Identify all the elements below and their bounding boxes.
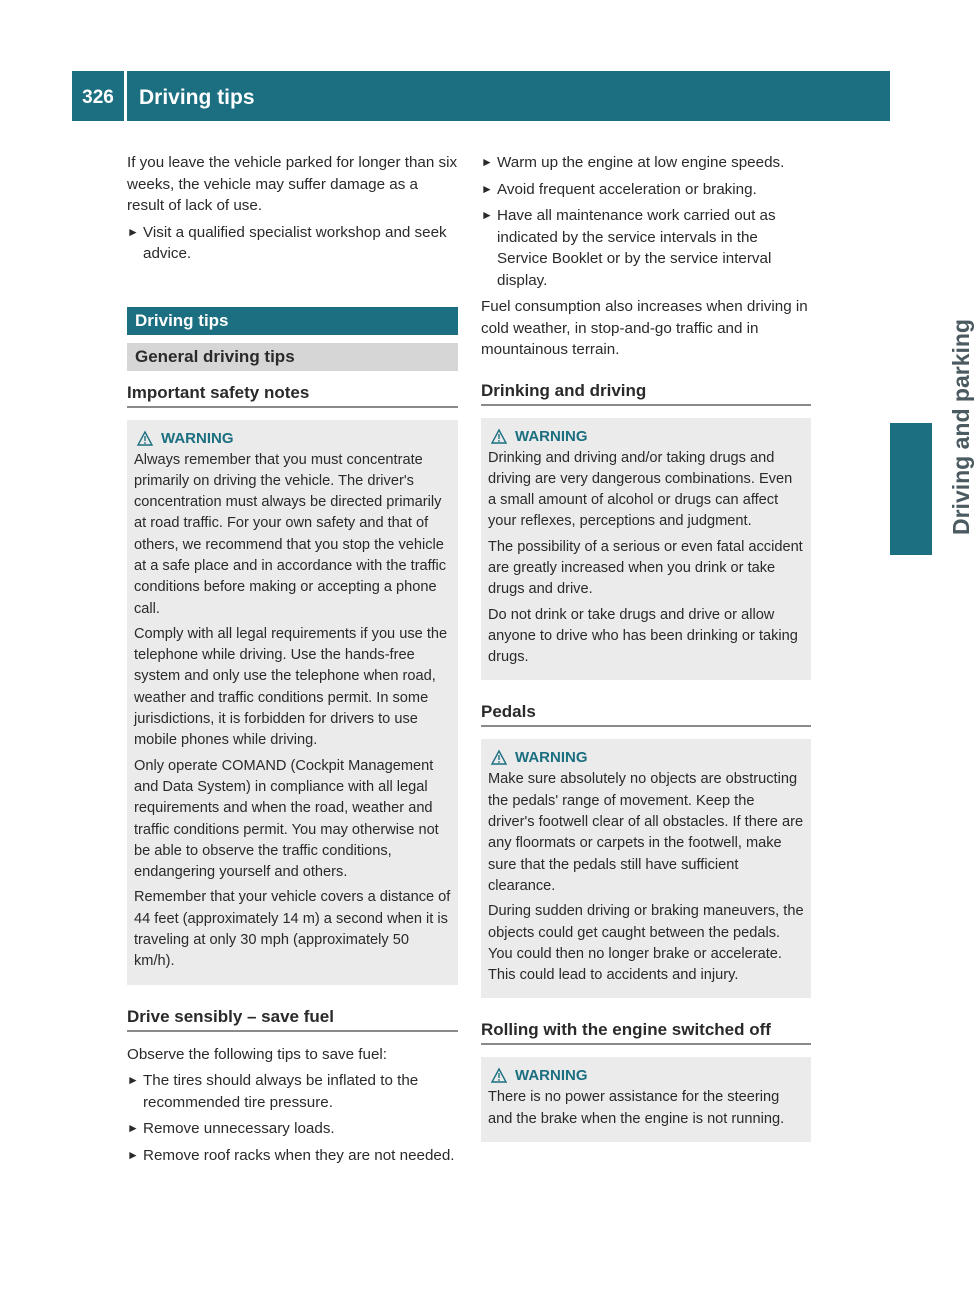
- warning-paragraph: Comply with all legal requirements if you use the telephone while driving. Use the hands-free system and only use the telephone when road, weather and traffic conditions permit. In some jurisdictions, it is forbidden for drivers to use mobile phones while driving.: [134, 625, 448, 749]
- left-column: [127, 152, 458, 1171]
- warning-paragraph: Make sure absolutely no objects are obstructing the pedals' range of movement. Keep the driver's footwell clear of all obstacles. If there are any floormats or carpets in the footwell, make sure that the pedals still have sufficient clearance.: [488, 771, 804, 894]
- right-column: [481, 152, 811, 1142]
- warning-triangle-icon: [491, 1068, 507, 1083]
- section-heading-drinking: Drinking and driving: [481, 381, 811, 406]
- step-item: [127, 1118, 458, 1140]
- step-text: Warm up the engine at low engine speeds.: [497, 154, 785, 171]
- warning-paragraph: Drinking and driving and/or taking drugs and driving are very dangerous combinations. Even a small amount of alcohol or drugs can affect your reflexes, perceptions and judgment.: [488, 449, 793, 530]
- step-arrow-icon: ►: [481, 208, 493, 222]
- step-text: Have all maintenance work carried out as indicated by the service intervals in the Service Booklet or by the service interval display.: [497, 207, 776, 289]
- step-item: [481, 205, 811, 291]
- step-arrow-icon: ►: [127, 1121, 139, 1136]
- warning-box: [127, 420, 458, 985]
- step-text: Remove roof racks when they are not needed.: [143, 1146, 455, 1164]
- intro-paragraph: If you leave the vehicle parked for longer than six weeks, the vehicle may suffer damage as a result of lack of use.: [127, 154, 458, 214]
- warning-paragraph: Only operate COMAND (Cockpit Management and Data System) in compliance with all legal requirements and when the road, weather and traffic conditions permit. You may otherwise not be able to observe the traffic conditions, endangering yourself and others.: [134, 757, 439, 881]
- step-text: Avoid frequent acceleration or braking.: [497, 180, 757, 198]
- section-heading-fuel: Drive sensibly – save fuel: [127, 1007, 458, 1032]
- subsection-banner: General driving tips: [127, 343, 458, 371]
- section-heading-rolling: Rolling with the engine switched off: [481, 1020, 811, 1045]
- step-item: [127, 1145, 458, 1167]
- warning-triangle-icon: [137, 431, 153, 446]
- warning-paragraph: There is no power assistance for the steering and the brake when the engine is not running.: [488, 1089, 785, 1127]
- warning-triangle-icon: [491, 429, 507, 444]
- warning-paragraph: The possibility of a serious or even fatal accident are greatly increased when you drink or take drugs and drive.: [488, 538, 803, 598]
- step-item: [481, 152, 811, 174]
- warning-title: [488, 749, 804, 766]
- warning-label: WARNING: [515, 749, 588, 767]
- step-item: [481, 179, 811, 201]
- step-arrow-icon: ►: [481, 181, 493, 196]
- fuel-intro: Observe the following tips to save fuel:: [127, 1045, 388, 1063]
- side-chapter-tab: [890, 423, 932, 555]
- side-chapter-label: Driving and parking: [948, 319, 974, 535]
- page-number: 326: [82, 87, 114, 108]
- warning-paragraph: During sudden driving or braking maneuvers, the objects could get caught between the pedals. You could then no longer brake or accelerate. This could lead to accidents and injury.: [488, 903, 804, 984]
- step-arrow-icon: ►: [127, 224, 139, 239]
- step-text: The tires should always be inflated to the recommended tire pressure.: [143, 1072, 419, 1111]
- warning-paragraph: Do not drink or take drugs and drive or allow anyone to drive who has been drinking or taking drugs.: [488, 606, 798, 666]
- step-arrow-icon: ►: [127, 1073, 139, 1088]
- fuel-note: Fuel consumption also increases when driving in cold weather, in stop-and-go traffic and in mountainous terrain.: [481, 298, 808, 358]
- section-heading-safety: Important safety notes: [127, 383, 458, 408]
- warning-label: WARNING: [515, 427, 588, 445]
- warning-paragraph: Always remember that you must concentrate primarily on driving the vehicle. The driver's concentration must always be directed primarily at road traffic. For your own safety and that of others, we recommend that you stop the vehicle at a safe place and in accordance with the traffic conditions before making or accepting a phone call.: [134, 451, 447, 617]
- section-banner: Driving tips: [127, 307, 458, 335]
- step-item: [127, 1070, 458, 1113]
- warning-box: [481, 739, 811, 998]
- step-arrow-icon: ►: [481, 155, 493, 169]
- warning-title: [488, 428, 804, 445]
- page-header: [72, 71, 890, 121]
- warning-label: WARNING: [515, 1067, 588, 1085]
- header-title: Driving tips: [139, 86, 255, 109]
- step-text: Visit a qualified specialist workshop and seek advice.: [143, 223, 447, 262]
- warning-triangle-icon: [491, 750, 507, 765]
- warning-title: [488, 1067, 804, 1084]
- warning-box: [481, 1057, 811, 1142]
- step-arrow-icon: ►: [127, 1147, 139, 1162]
- warning-box: [481, 418, 811, 681]
- step-text: Remove unnecessary loads.: [143, 1120, 335, 1138]
- section-heading-pedals: Pedals: [481, 702, 811, 727]
- step-item: [127, 222, 458, 265]
- warning-title: [134, 430, 451, 447]
- warning-label: WARNING: [161, 429, 234, 447]
- warning-paragraph: Remember that your vehicle covers a distance of 44 feet (approximately 14 m) a second when it is traveling at only 30 mph (approximately 50 km/h).: [134, 889, 451, 970]
